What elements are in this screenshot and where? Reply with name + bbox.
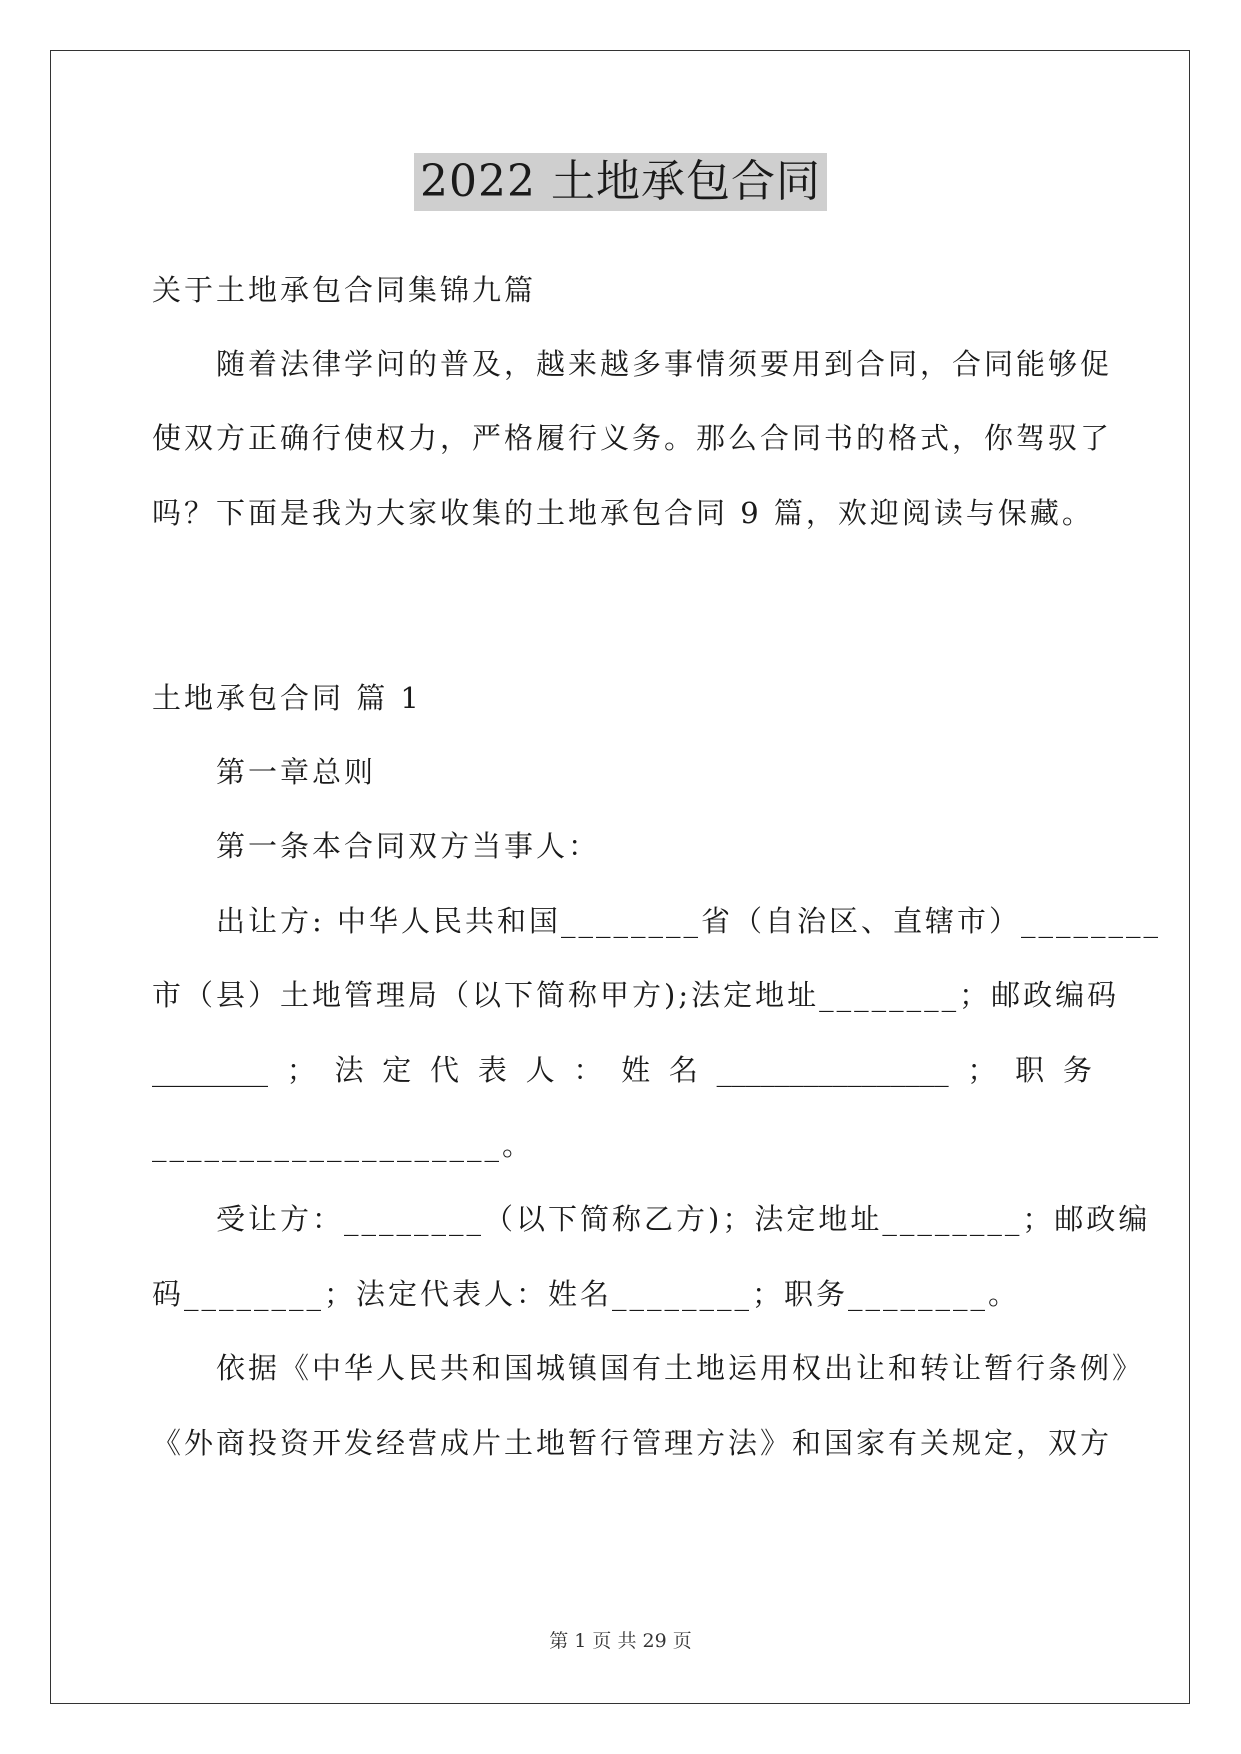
party-a-line-1: 出让方: 中华人民共和国________省（自治区、直辖市）________: [216, 904, 1161, 938]
party-a-line-4: ____________________。: [152, 1128, 535, 1162]
title-container: [0, 153, 1241, 211]
line-fragment: ________: [152, 1053, 268, 1087]
line-fragment: 法: [334, 1053, 364, 1087]
section-heading: 土地承包合同 篇 1: [152, 681, 422, 715]
party-a-line-3: [152, 1050, 1092, 1090]
line-fragment: 人: [525, 1053, 555, 1087]
subtitle: 关于土地承包合同集锦九篇: [152, 273, 537, 307]
line-fragment: 职: [1015, 1053, 1045, 1087]
page-footer: 第 1 页 共 29 页: [549, 1630, 692, 1652]
line-fragment: 务: [1062, 1053, 1092, 1087]
intro-paragraph-line-2: 使双方正确行使权力，严格履行义务。那么合同书的格式，你驾驭了: [152, 421, 1113, 455]
line-fragment: 名: [668, 1053, 698, 1087]
line-fragment: 姓: [621, 1053, 651, 1087]
intro-paragraph-line-1: 随着法律学问的普及，越来越多事情须要用到合同，合同能够促: [216, 347, 1113, 381]
party-b-line-2: 码________；法定代表人：姓名________；职务________。: [152, 1277, 1021, 1311]
line-fragment: ________________: [716, 1053, 949, 1087]
line-fragment: 定: [382, 1053, 412, 1087]
line-fragment: ；: [286, 1053, 316, 1087]
document-title: 2022 土地承包合同: [414, 153, 827, 211]
party-b-line-1: 受让方：________（以下简称乙方)；法定地址________；邮政编: [216, 1202, 1151, 1236]
intro-paragraph-line-3: 吗？下面是我为大家收集的土地承包合同 9 篇，欢迎阅读与保藏。: [152, 496, 1094, 530]
party-a-line-2: 市（县）土地管理局（以下简称甲方);法定地址________；邮政编码: [152, 978, 1120, 1012]
line-fragment: ；: [967, 1053, 997, 1087]
line-fragment: 代: [430, 1053, 460, 1087]
chapter-heading: 第一章总则: [216, 755, 377, 789]
line-fragment: ：: [573, 1053, 603, 1087]
basis-line-2: 《外商投资开发经营成片土地暂行管理方法》和国家有关规定，双方: [152, 1426, 1113, 1460]
line-fragment: 表: [477, 1053, 507, 1087]
basis-line-1: 依据《中华人民共和国城镇国有土地运用权出让和转让暂行条例》: [216, 1351, 1145, 1385]
article-heading: 第一条本合同双方当事人：: [216, 829, 601, 863]
